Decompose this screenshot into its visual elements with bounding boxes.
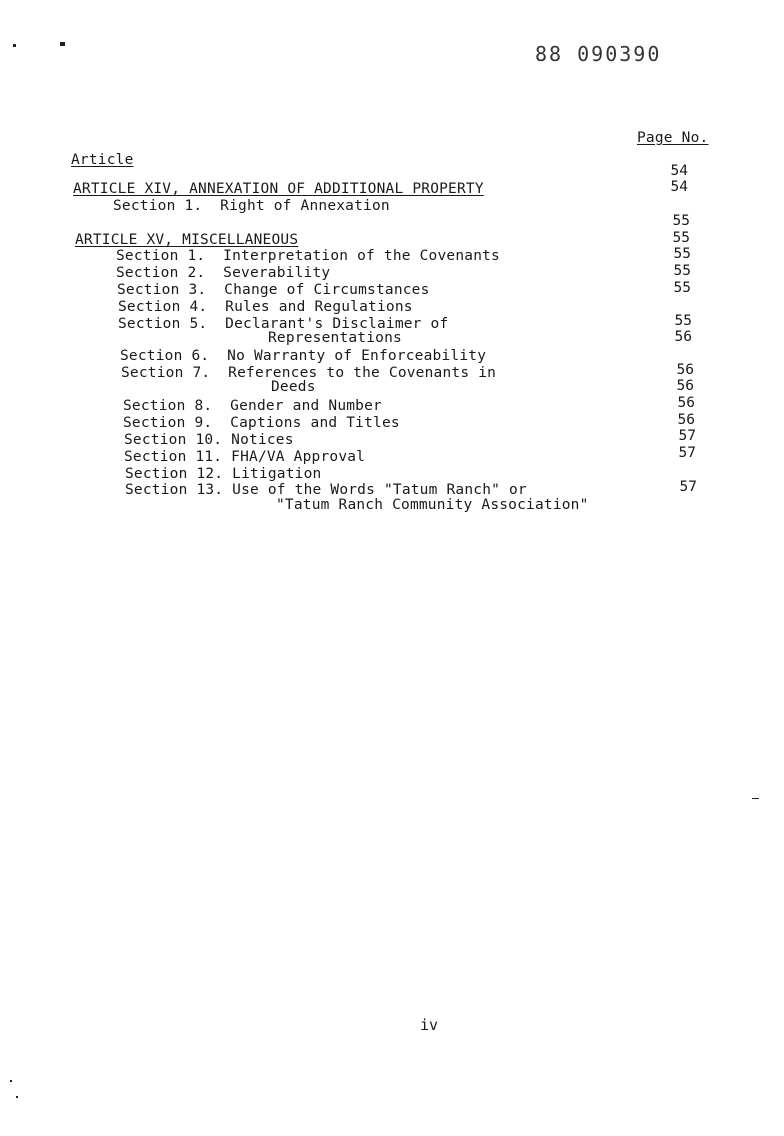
scan-speck — [752, 798, 759, 799]
page-number: 57 — [679, 479, 697, 495]
article-xv-section-2: Section 2. Severability — [116, 265, 331, 281]
article-xv-section-11: Section 11. FHA/VA Approval — [124, 449, 366, 465]
article-xv-section-13-cont: "Tatum Ranch Community Association" — [276, 497, 589, 513]
article-xv-section-5-cont: Representations — [268, 330, 402, 346]
page-number: 56 — [676, 378, 694, 394]
page-number: 54 — [670, 179, 688, 195]
article-xv-section-8: Section 8. Gender and Number — [123, 398, 382, 414]
page-number: 55 — [672, 230, 690, 246]
page-number: 56 — [677, 395, 695, 411]
article-xv-section-12: Section 12. Litigation — [125, 466, 322, 482]
article-xv-section-1: Section 1. Interpretation of the Covenants — [116, 248, 500, 264]
page-number: 56 — [674, 329, 692, 345]
page-number: 55 — [673, 263, 691, 279]
scan-speck — [13, 44, 16, 47]
page-number: 56 — [677, 412, 695, 428]
page-number: 55 — [673, 246, 691, 262]
article-xv-section-5: Section 5. Declarant's Disclaimer of — [118, 316, 449, 332]
page-number: 55 — [672, 213, 690, 229]
article-xv-section-10: Section 10. Notices — [124, 432, 294, 448]
page-number: 57 — [678, 445, 696, 461]
page-footer-number: iv — [420, 1016, 439, 1034]
page-number: 55 — [674, 313, 692, 329]
page-number: 57 — [678, 428, 696, 444]
article-xv-section-4: Section 4. Rules and Regulations — [118, 299, 413, 315]
page-number: 55 — [673, 280, 691, 296]
article-xv-section-7-cont: Deeds — [271, 379, 316, 395]
article-xv-section-7: Section 7. References to the Covenants in — [121, 365, 497, 381]
article-xv-section-6: Section 6. No Warranty of Enforceability — [120, 348, 487, 364]
page-no-header: Page No. — [637, 130, 709, 146]
article-xv-section-9: Section 9. Captions and Titles — [123, 415, 400, 431]
page-number: 56 — [676, 362, 694, 378]
article-xv-section-13: Section 13. Use of the Words "Tatum Ranch" or — [125, 482, 527, 498]
article-xv-title: ARTICLE XV, MISCELLANEOUS — [75, 232, 299, 248]
article-xiv-title: ARTICLE XIV, ANNEXATION OF ADDITIONAL PROPERTY — [73, 181, 484, 197]
article-xiv-section-1: Section 1. Right of Annexation — [113, 198, 390, 214]
scan-speck — [10, 1080, 12, 1082]
scan-speck — [16, 1096, 18, 1098]
scan-speck — [60, 42, 65, 46]
page-number: 54 — [670, 163, 688, 179]
article-header: Article — [71, 152, 134, 168]
article-xv-section-3: Section 3. Change of Circumstances — [117, 282, 430, 298]
document-number: 88 090390 — [535, 42, 662, 66]
